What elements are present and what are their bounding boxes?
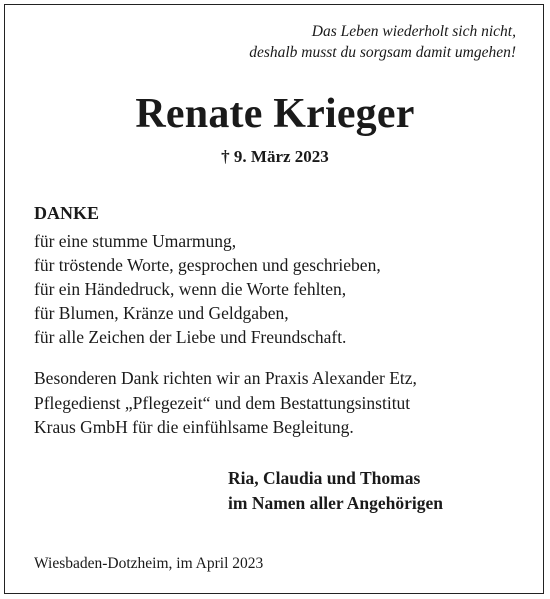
special-thanks-paragraph [34,366,417,440]
thanks-line: für Blumen, Kränze und Geldgaben, [34,303,289,323]
signer-names: Ria, Claudia und Thomas [228,468,421,488]
motto-quote [249,21,516,63]
thanks-line: für tröstende Worte, gesprochen und geschrieben, [34,255,381,275]
special-thanks-line: Pflegedienst „Pflegezeit“ und dem Bestattungsinstitut [34,392,411,413]
thanks-line: für ein Händedruck, wenn die Worte fehlten, [34,279,347,299]
thanks-line: für alle Zeichen der Liebe und Freundschaft. [34,327,347,347]
signature-block [228,466,443,515]
special-thanks-line: Kraus GmbH für die einfühlsame Begleitung. [34,417,354,437]
deceased-name: Renate Krieger [135,91,415,137]
thanks-list [34,229,381,349]
motto-line: deshalb musst du sorgsam damit umgehen! [249,44,516,61]
signer-relation: im Namen aller Angehörigen [228,492,444,513]
thanks-line: für eine stumme Umarmung, [34,231,237,251]
thanks-heading: DANKE [34,203,100,223]
special-thanks-line: Besonderen Dank richten wir an Praxis Alexander Etz, [34,368,417,388]
death-date: † 9. März 2023 [221,147,329,166]
motto-line: Das Leben wiederholt sich nicht, [311,23,516,40]
place-and-date: Wiesbaden-Dotzheim, im April 2023 [34,555,264,572]
